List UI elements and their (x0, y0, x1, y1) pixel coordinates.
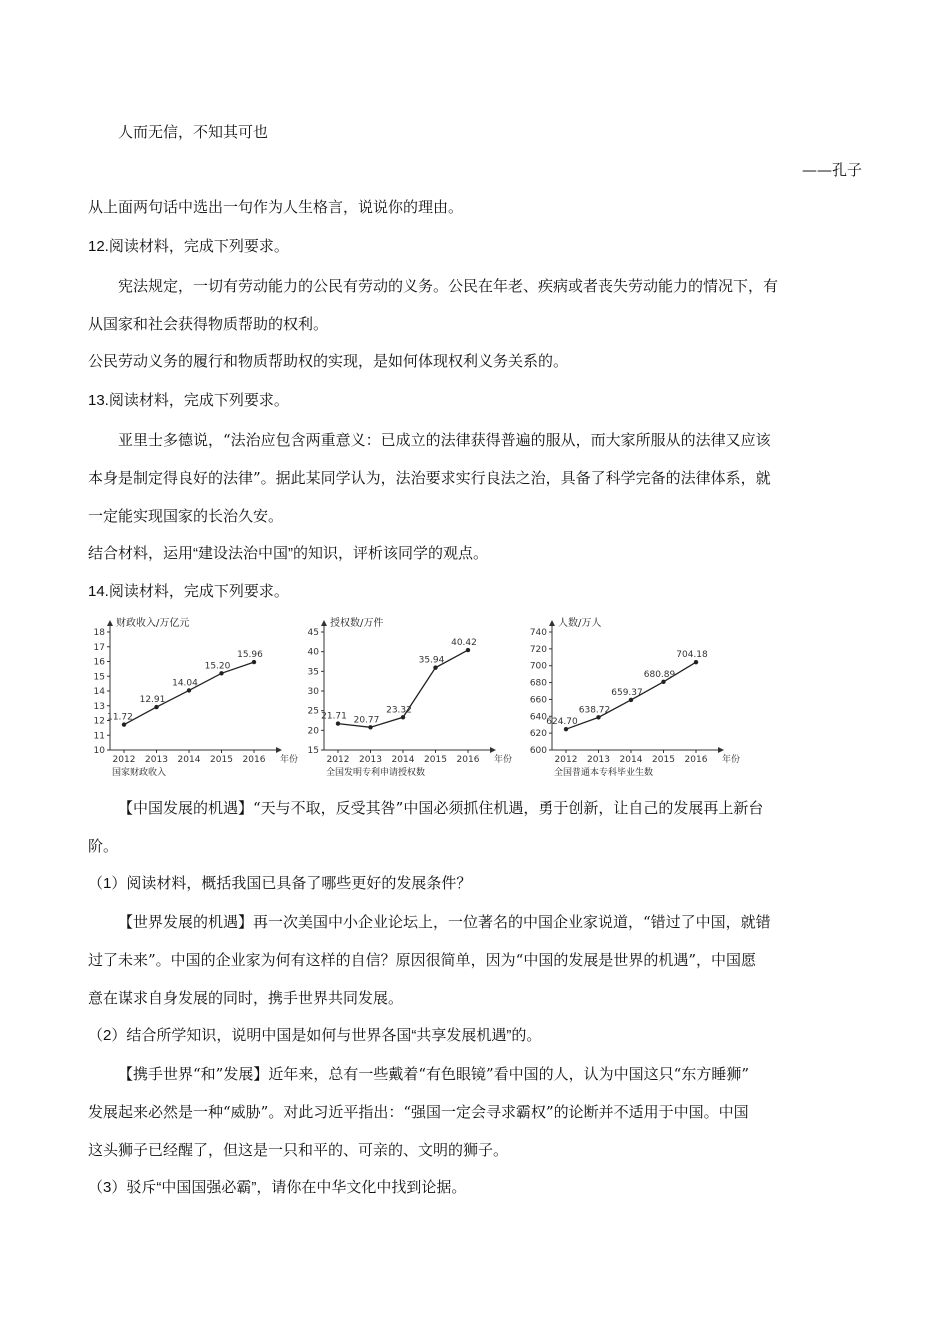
data-label: 20.77 (353, 715, 380, 726)
data-point (564, 727, 568, 731)
data-point (401, 715, 405, 719)
x-tick-label: 2015 (210, 755, 233, 765)
chart-title: 授权数/万件 (330, 618, 384, 629)
x-tick-label: 2013 (359, 755, 382, 765)
y-tick-label: 680 (529, 678, 547, 689)
data-label: 624.70 (546, 717, 578, 728)
data-point (336, 721, 340, 725)
data-label: 35.94 (418, 655, 445, 666)
y-tick-label: 16 (93, 657, 105, 668)
x-axis-label: 年份 (280, 755, 299, 765)
question-14-heading: 14.阅读材料，完成下列要求。 (88, 583, 289, 600)
y-tick-label: 18 (93, 628, 105, 638)
question-14-subquestion-1: （1）阅读材料，概括我国已具备了哪些更好的发展条件？ (88, 875, 472, 892)
x-tick-label: 2012 (112, 755, 136, 765)
x-axis-arrow (490, 747, 496, 753)
quote-confucius: 人而无信，不知其可也 (118, 123, 269, 141)
x-axis-label: 年份 (494, 755, 513, 765)
data-point (219, 671, 223, 675)
y-tick-label: 700 (529, 661, 547, 672)
question-14-material-1-line2: 阶。 (88, 837, 119, 855)
chart-graduates (520, 612, 741, 784)
y-tick-label: 13 (93, 701, 105, 712)
question-14-subquestion-3: （3）驳斥“中国国强必霸”，请你在中华文化中找到论据。 (88, 1179, 467, 1196)
chart-caption: 全国普通本专科毕业生数 (554, 768, 654, 778)
chart-fiscal-revenue (88, 612, 299, 784)
y-tick-label: 660 (529, 695, 547, 706)
question-13-material-line2: 本身是制定得良好的法律”。据此某同学认为，法治要求实行良法之治，具备了科学完备的法律体系，就 (88, 469, 771, 487)
y-tick-label: 45 (307, 628, 319, 638)
y-tick-label: 17 (93, 642, 105, 653)
chart-patents (300, 612, 513, 784)
x-axis-arrow (718, 747, 724, 753)
question-14-material-2-line2: 过了未来”。中国的企业家为何有这样的自信？原因很简单，因为“中国的发展是世界的机遇”，中国愿 (88, 951, 757, 969)
x-tick-label: 2014 (177, 755, 201, 765)
x-tick-label: 2016 (242, 755, 266, 765)
data-label: 704.18 (676, 650, 708, 661)
chart-title: 人数/万人 (558, 618, 602, 629)
x-tick-label: 2016 (456, 755, 480, 765)
y-tick-label: 15 (307, 746, 319, 756)
data-point (154, 705, 158, 709)
question-14-subquestion-2: （2）结合所学知识，说明中国是如何与世界各国“共享发展机遇”的。 (88, 1027, 542, 1044)
y-tick-label: 10 (93, 746, 105, 756)
data-label: 12.91 (139, 695, 166, 706)
data-point (368, 725, 372, 729)
y-tick-label: 11 (93, 731, 105, 742)
chart-graduates-svg (520, 612, 741, 784)
data-point (629, 698, 633, 702)
x-tick-label: 2012 (554, 755, 578, 765)
chart-title: 财政收入/万亿元 (116, 618, 190, 629)
data-label: 14.04 (172, 678, 198, 689)
y-tick-label: 35 (307, 667, 319, 678)
data-label: 23.32 (386, 705, 412, 716)
data-point (187, 688, 191, 692)
question-14-material-3-line2: 发展起来必然是一种“威胁”。对此习近平指出：“强国一定会寻求霸权”的论断并不适用于中国。中国 (88, 1103, 749, 1121)
question-12-prompt: 公民劳动义务的履行和物质帮助权的实现，是如何体现权利义务关系的。 (88, 353, 569, 370)
question-14-material-3-line1: 【携手世界“和”发展】近年来，总有一些戴着“有色眼镜”看中国的人，认为中国这只“东方睡狮” (118, 1065, 750, 1083)
x-tick-label: 2014 (391, 755, 415, 765)
y-tick-label: 25 (307, 706, 319, 717)
y-axis-arrow (321, 620, 327, 626)
question-12-heading: 12.阅读材料，完成下列要求。 (88, 238, 289, 255)
x-axis-arrow (276, 747, 282, 753)
x-tick-label: 2013 (145, 755, 168, 765)
y-tick-label: 740 (529, 628, 547, 638)
y-axis-arrow (107, 620, 113, 626)
x-tick-label: 2015 (424, 755, 447, 765)
y-tick-label: 30 (307, 687, 319, 697)
question-12-material-line1: 宪法规定，一切有劳动能力的公民有劳动的义务。公民在年老、疾病或者丧失劳动能力的情况下，有 (118, 277, 779, 295)
quote-attribution: ——孔子 (801, 161, 862, 179)
question-11-prompt: 从上面两句话中选出一句作为人生格言，说说你的理由。 (88, 199, 464, 216)
chart-fiscal-revenue-svg (88, 612, 299, 784)
x-tick-label: 2013 (587, 755, 610, 765)
data-label: 11.72 (107, 712, 133, 723)
question-13-heading: 13.阅读材料，完成下列要求。 (88, 392, 289, 409)
x-tick-label: 2015 (652, 755, 675, 765)
x-tick-label: 2014 (619, 755, 643, 765)
y-tick-label: 620 (529, 729, 547, 740)
data-point (596, 715, 600, 719)
question-14-material-1-line1: 【中国发展的机遇】“天与不取，反受其咎”中国必须抓住机遇，勇于创新，让自己的发展再上新台 (118, 799, 764, 817)
question-14-material-2-line3: 意在谋求自身发展的同时，携手世界共同发展。 (88, 989, 404, 1007)
y-tick-label: 640 (529, 712, 547, 723)
question-13-material-line3: 一定能实现国家的长治久安。 (88, 507, 284, 525)
x-tick-label: 2012 (326, 755, 350, 765)
question-14-material-3-line3: 这头狮子已经醒了，但这是一只和平的、可亲的、文明的狮子。 (88, 1141, 509, 1159)
data-label: 638.72 (578, 705, 611, 716)
chart-caption: 国家财政收入 (112, 768, 167, 778)
data-point (466, 648, 470, 652)
y-tick-label: 12 (93, 716, 105, 727)
data-point (694, 660, 698, 664)
data-point (433, 665, 437, 669)
y-tick-label: 14 (93, 687, 105, 697)
y-tick-label: 40 (307, 647, 319, 658)
question-12-material-line2: 从国家和社会获得物质帮助的权利。 (88, 315, 329, 333)
y-tick-label: 720 (529, 644, 547, 655)
data-label: 659.37 (611, 687, 643, 698)
chart-caption: 全国发明专利申请授权数 (326, 768, 426, 778)
data-label: 15.20 (204, 661, 231, 672)
y-tick-label: 15 (93, 672, 105, 683)
data-point (252, 660, 256, 664)
question-13-material-line1: 亚里士多德说，“法治应包含两重意义：已成立的法律获得普遍的服从，而大家所服从的法律又应该 (118, 431, 771, 449)
data-label: 21.71 (321, 711, 347, 722)
data-point (661, 680, 665, 684)
y-tick-label: 600 (529, 746, 547, 756)
data-label: 680.89 (643, 669, 676, 680)
x-tick-label: 2016 (684, 755, 708, 765)
x-axis-label: 年份 (722, 755, 741, 765)
series-line (124, 662, 254, 725)
data-label: 40.42 (451, 638, 477, 649)
y-axis-arrow (549, 620, 555, 626)
chart-patents-svg (300, 612, 513, 784)
y-tick-label: 20 (307, 726, 319, 737)
question-13-prompt: 结合材料，运用“建设法治中国”的知识，评析该同学的观点。 (88, 545, 488, 562)
data-point (122, 722, 126, 726)
data-label: 15.96 (237, 650, 263, 661)
question-14-material-2-line1: 【世界发展的机遇】再一次美国中小企业论坛上，一位著名的中国企业家说道，“错过了中国，就错 (118, 913, 771, 931)
